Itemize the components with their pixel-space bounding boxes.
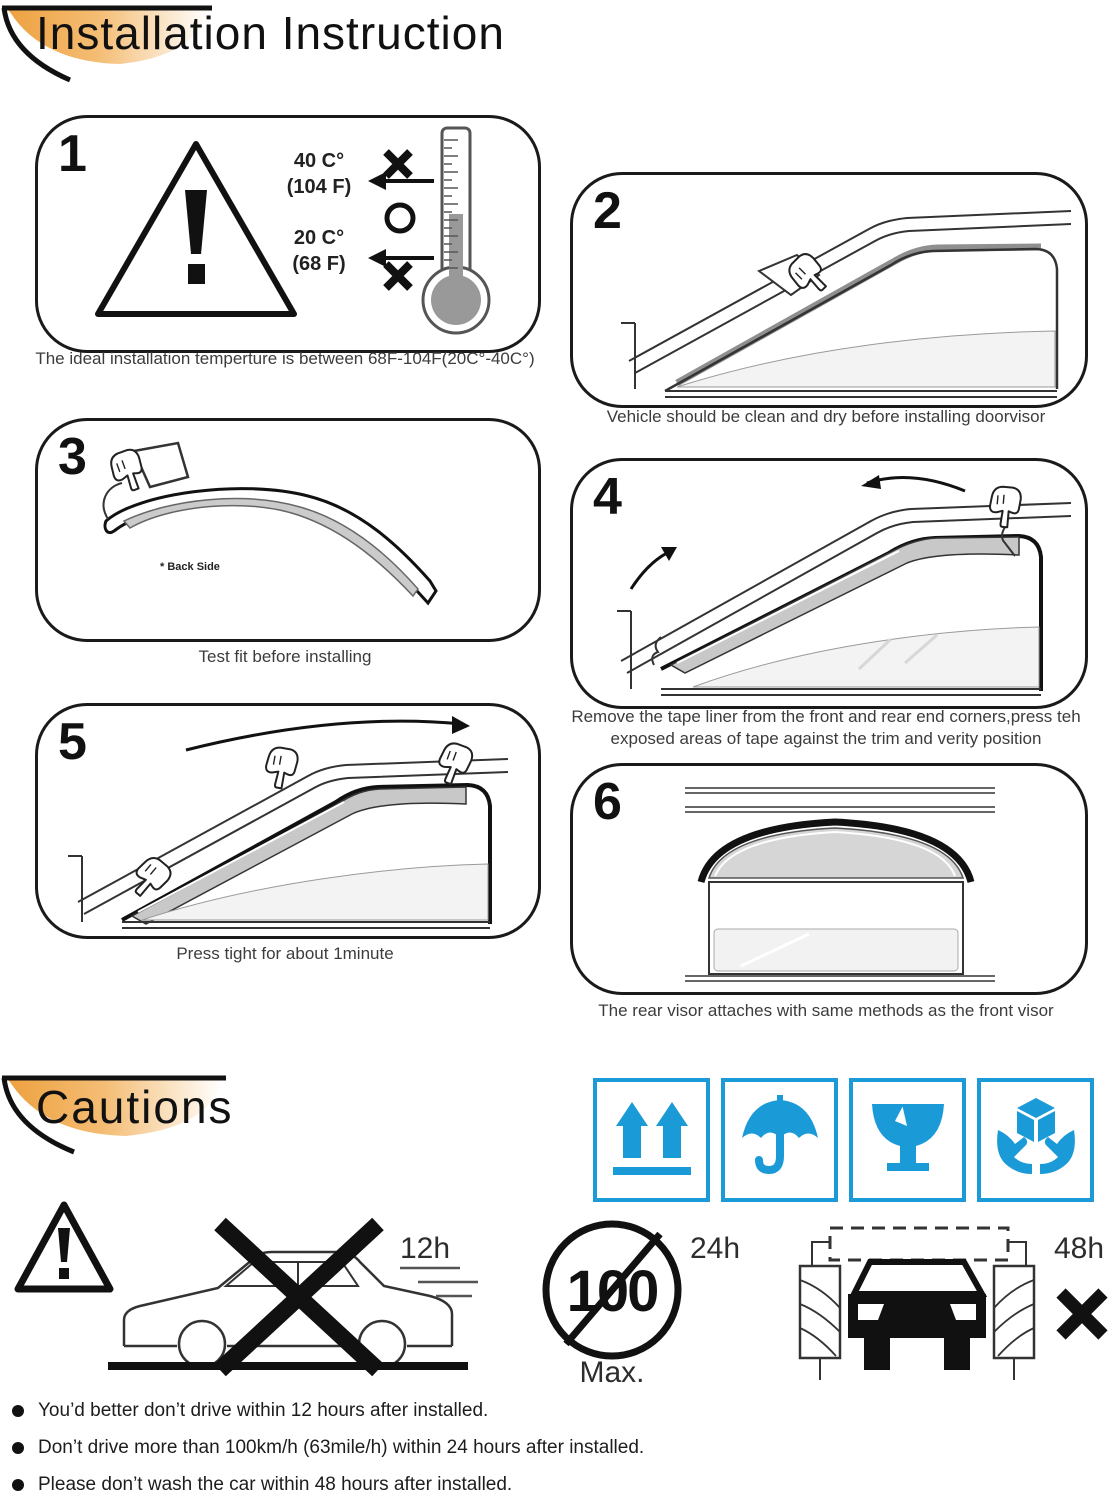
- step4-illustration: [573, 461, 1079, 700]
- temp-low-c: 20 C°: [293, 227, 345, 249]
- car-roof: [854, 1262, 982, 1294]
- list-item: Don’t drive more than 100km/h (63mile/h) within 24 hours after installed.: [8, 1437, 1108, 1459]
- speed-hours-label: 24h: [690, 1232, 741, 1265]
- cautions-banner: [0, 1070, 400, 1170]
- no-drive-hours-label: 12h: [400, 1232, 451, 1265]
- step6-caption: The rear visor attaches with same methods as the front visor: [598, 1001, 1054, 1020]
- step-number: 4: [593, 468, 623, 526]
- step-number: 5: [58, 713, 88, 771]
- step5-illustration: [38, 706, 532, 930]
- bullet-dot: [12, 1405, 24, 1417]
- page-title: Installation Instruction: [36, 7, 505, 59]
- step-panel-6: [570, 763, 1088, 995]
- cross-mark-icon: [1054, 1286, 1110, 1342]
- speed-max-label: Max.: [579, 1356, 645, 1389]
- roof-rails: [685, 788, 995, 812]
- fragile-icon: [849, 1078, 966, 1202]
- cautions-bullet-list: [8, 1400, 1108, 1500]
- cube: [1017, 1098, 1055, 1142]
- step-number: 1: [58, 125, 88, 183]
- list-item: Please don’t wash the car within 48 hours after installed.: [8, 1474, 1108, 1496]
- temp-high-f: (104 F): [286, 176, 352, 198]
- temp-low-f: (68 F): [292, 253, 346, 275]
- cross-mark-icon: [386, 152, 410, 176]
- cross-mark-icon: [386, 264, 410, 288]
- cautions-title: Cautions: [36, 1081, 234, 1133]
- step4-caption: Remove the tape liner from the front and rear end corners,press teh exposed areas of tape against the trim and verity position: [571, 707, 1081, 749]
- keep-dry-icon: [721, 1078, 838, 1202]
- step-panel-5: [35, 703, 541, 939]
- ok-circle-icon: [387, 205, 413, 231]
- wheel: [179, 1321, 225, 1367]
- thermometer-icon: [423, 128, 489, 333]
- wash-gantry: [830, 1228, 1008, 1260]
- temp-high-c: 40 C°: [293, 150, 345, 172]
- step-number: 6: [593, 773, 623, 831]
- step2-illustration: [573, 175, 1079, 399]
- step3-caption: Test fit before installing: [198, 647, 372, 666]
- bullet-dot: [12, 1442, 24, 1454]
- step-number: 3: [58, 428, 88, 486]
- no-wash-hours-label: 48h: [1054, 1232, 1105, 1265]
- step-number: 2: [593, 182, 623, 240]
- curved-arrow: [861, 475, 965, 491]
- list-item: You’d better don’t drive within 12 hours after installed.: [8, 1400, 1108, 1422]
- step5-caption: Press tight for about 1minute: [176, 944, 394, 963]
- bullet-dot: [12, 1479, 24, 1491]
- step-panel-4: [570, 458, 1088, 709]
- step3-illustration: [38, 421, 532, 633]
- this-way-up-icon: [593, 1078, 710, 1202]
- step-panel-2: [570, 172, 1088, 408]
- small-arrow: [631, 547, 677, 589]
- curved-arrow: [186, 716, 470, 750]
- step6-illustration: [573, 766, 1079, 986]
- step1-caption: The ideal installation temperture is between 68F-104F(20C°-40C°): [35, 349, 535, 368]
- visor-tip-wave: [652, 637, 661, 665]
- speed-limit-value: 100: [566, 1259, 658, 1324]
- window-glass: [677, 331, 1055, 387]
- step-panel-3: [35, 418, 541, 642]
- title-banner: [0, 0, 560, 90]
- car-wash-illustration: [792, 1212, 1044, 1382]
- handle-with-care-icon: [977, 1078, 1094, 1202]
- rear-glass: [714, 929, 958, 971]
- wash-brush: [994, 1266, 1034, 1358]
- wash-brush: [800, 1266, 840, 1358]
- step2-caption: Vehicle should be clean and dry before installing doorvisor: [606, 407, 1046, 426]
- cross-mark-icon: [220, 1224, 378, 1370]
- back-side-note: * Back Side: [160, 561, 220, 573]
- hand-icon: [988, 486, 1021, 528]
- step-panel-1: [35, 115, 541, 353]
- hand-icon: [433, 740, 475, 788]
- tape-liner-sheet: [134, 443, 188, 487]
